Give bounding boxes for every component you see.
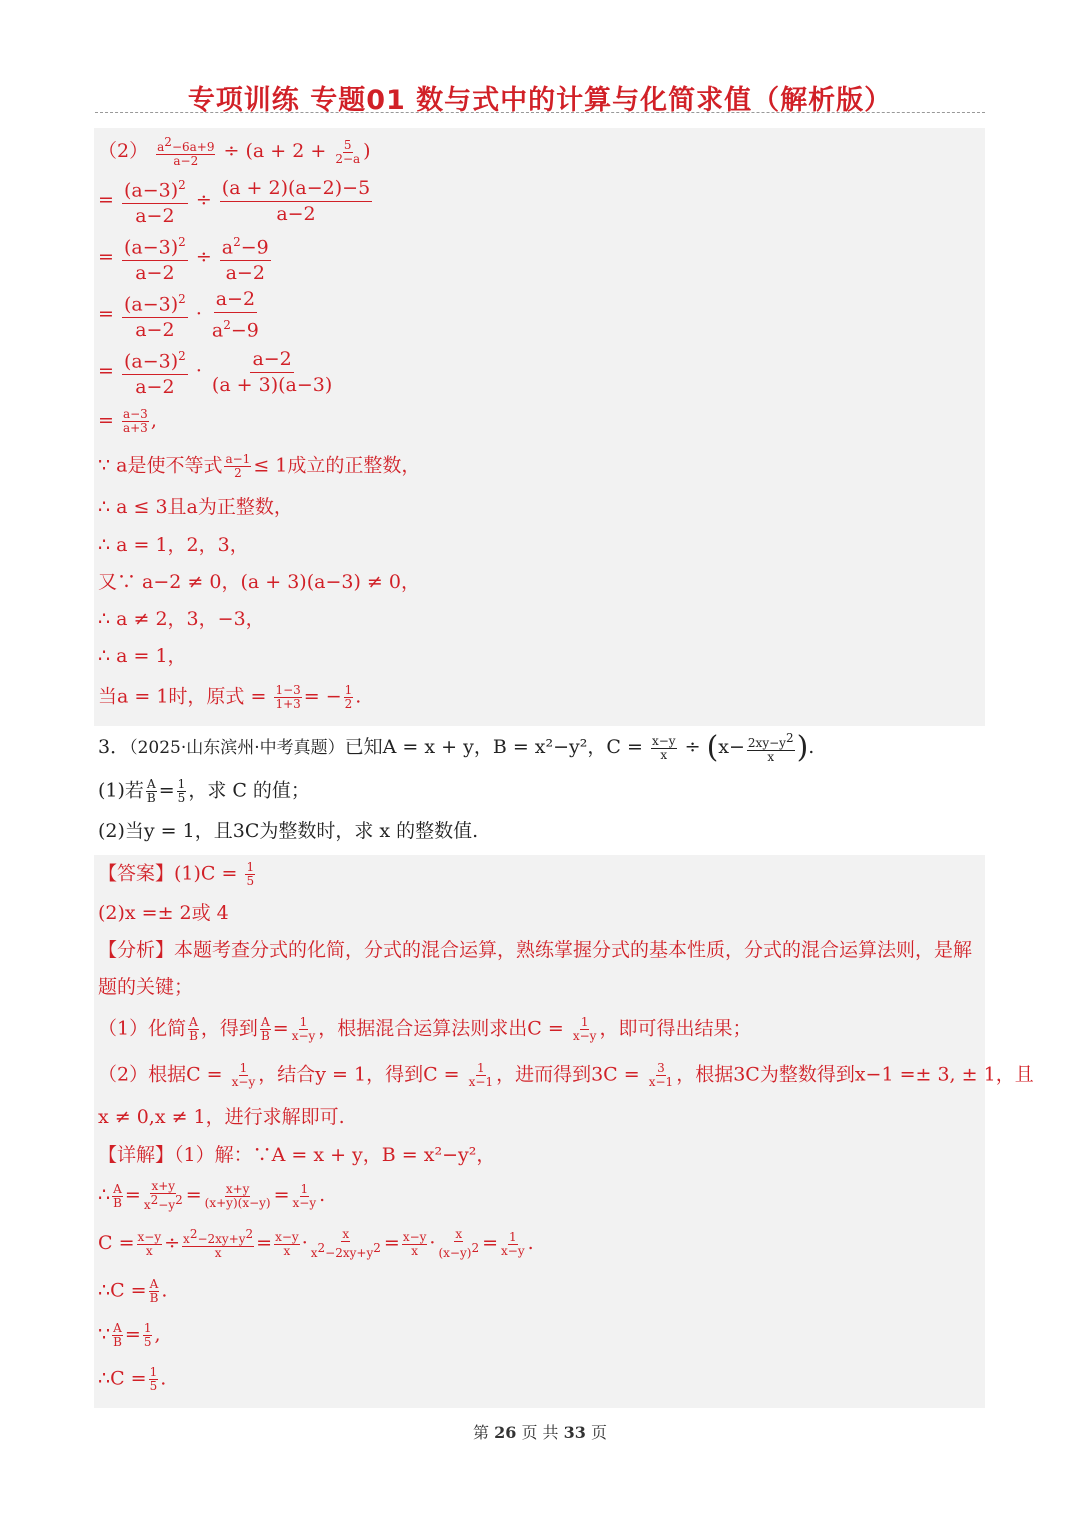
detail-line-3: C = $\frac{x-y}{x}$ ÷ $\frac{x^2-2xy+y^2}{x}$ = $\frac{x-y}{x}$ · $\frac{x}{x^2-2xy+y^2}$ = $\frac{x-y}{x}$ · $\frac{x}{(x-y)^2}$ = $\frac{1}{x-y}$ . <box>98 1227 534 1260</box>
part2-expression: （2） $\frac{a^2-6a+9}{a-2}$ ÷ (a + 2 + $\frac{5}{2-a}$ ) <box>98 135 371 168</box>
page-number: 26 <box>494 1423 517 1442</box>
detail-line-2: ∴ $\frac{A}{B}$ = $\frac{x+y}{x^2-y^2}$ = $\frac{x+y}{(x+y)(x-y)}$ = $\frac{1}{x-y}$ . <box>98 1179 326 1212</box>
math-step: = $\frac{a-3}{a+3}$ , <box>98 407 157 435</box>
analysis-line-1: 【分析】本题考查分式的化简，分式的混合运算，熟练掌握分式的基本性质，分式的混合运算法则，是解 <box>98 939 973 961</box>
math-step: ∵ a是使不等式 $\frac{a-1}{2}$ ≤ 1成立的正整数， <box>98 452 421 480</box>
detail-line-1: 【详解】（1）解：∵A = x + y，B = x²−y²， <box>98 1144 496 1166</box>
detail-line-4: ∴C = $\frac{A}{B}$ . <box>98 1277 168 1305</box>
question-3-part1: (1)若 $\frac{A}{B}$ = $\frac{1}{5}$ ，求 C 的值； <box>98 777 310 805</box>
math-step: ∴ a ≤ 3且a为正整数， <box>98 496 293 518</box>
detail-line-6: ∴C = $\frac{1}{5}$ . <box>98 1365 167 1393</box>
analysis-point-1: （1）化简 $\frac{A}{B}$ ，得到 $\frac{A}{B}$ = $\frac{1}{x-y}$ ，根据混合运算法则求出C = $\frac{1}{x-y}$ ，即可得出结果； <box>98 1015 752 1043</box>
math-step: ∴ a ≠ 2，3，−3， <box>98 608 265 630</box>
answer-line-2: (2)x =± 2或 4 <box>98 902 229 924</box>
math-step: 又∵ a−2 ≠ 0，(a + 3)(a−3) ≠ 0， <box>98 571 420 593</box>
analysis-point-2: （2）根据C = $\frac{1}{x-y}$ ，结合y = 1，得到C = $\frac{1}{x-1}$ ，进而得到3C = $\frac{3}{x-1}$ ，根据3C为整数得到x−1 =± 3, ± 1，且 <box>98 1061 1034 1089</box>
question-3-part2: (2)当y = 1，且3C为整数时，求 x 的整数值. <box>98 820 479 842</box>
math-step: = $\frac{(a-3)^2}{a-2}$ ÷ $\frac{(a + 2)(a-2)-5}{a-2}$ <box>98 173 374 229</box>
part2-label: （2） <box>98 140 149 162</box>
question-3-stem: 3．（2025·山东滨州·中考真题）已知A = x + y，B = x²−y²，C = $\frac{x-y}{x}$ ÷ (x− $\frac{2xy-y^2}{x}$ ). <box>98 730 815 765</box>
answer-box-q3 <box>94 855 985 1408</box>
math-step: = $\frac{(a-3)^2}{a-2}$ ÷ $\frac{a^2-9}{a-2}$ <box>98 230 273 286</box>
answer-line-1: 【答案】(1)C = $\frac{1}{5}$ <box>98 860 255 888</box>
detail-line-5: ∵ $\frac{A}{B}$ = $\frac{1}{5}$ , <box>98 1321 161 1349</box>
math-step: = $\frac{(a-3)^2}{a-2}$ · $\frac{a-2}{(a + 3)(a-3)}$ <box>98 344 336 400</box>
math-step: ∴ a = 1， <box>98 645 187 667</box>
page-total: 33 <box>563 1423 586 1442</box>
header-divider <box>95 112 985 113</box>
math-step: ∴ a = 1，2，3， <box>98 534 249 556</box>
analysis-line-2: 题的关键； <box>98 976 194 998</box>
math-step: = $\frac{(a-3)^2}{a-2}$ · $\frac{a-2}{a^2-9}$ <box>98 288 259 342</box>
page-footer: 第 26 页 共 33 页 <box>472 1423 608 1442</box>
analysis-point-2-cont: x ≠ 0,x ≠ 1，进行求解即可. <box>98 1106 345 1128</box>
math-step: 当a = 1时，原式 = $\frac{1-3}{1+3}$ = − $\frac{1}{2}$ . <box>98 683 362 711</box>
page-title: 专项训练 专题01 数与式中的计算与化简求值（解析版） <box>187 85 893 116</box>
